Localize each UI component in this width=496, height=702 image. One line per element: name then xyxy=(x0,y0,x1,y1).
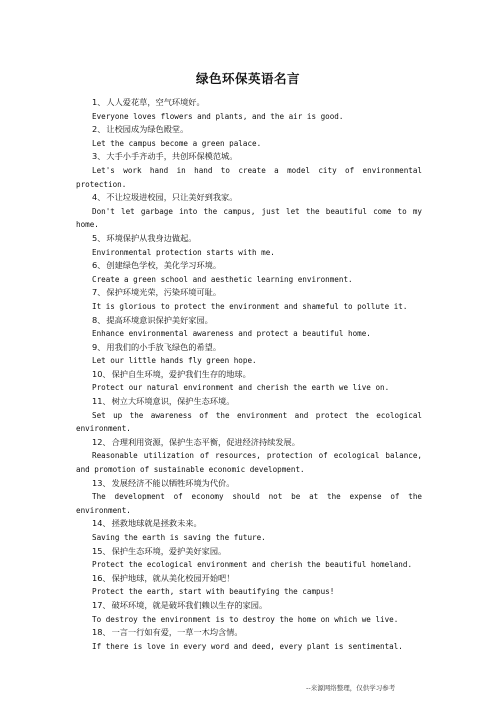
quote-item xyxy=(76,395,422,436)
quote-chinese xyxy=(76,150,422,164)
quote-english: Set up the awareness of the environment and protect the ecological environment. xyxy=(76,410,422,434)
quote-number: 7、 xyxy=(92,287,106,298)
quote-chinese-text: 创建绿色学校，美化学习环境。 xyxy=(106,260,222,271)
quote-item xyxy=(76,123,422,150)
quote-chinese-text: 环境保护从我身边做起。 xyxy=(106,232,197,243)
quote-number: 14、 xyxy=(92,518,111,529)
quote-chinese xyxy=(76,572,422,586)
quote-chinese xyxy=(76,191,422,205)
quote-number: 3、 xyxy=(92,151,106,162)
quote-number: 1、 xyxy=(92,97,106,107)
quote-english: Environmental protection starts with me. xyxy=(92,247,275,257)
quote-number: 4、 xyxy=(92,192,106,203)
quote-item xyxy=(76,191,422,232)
quote-chinese-text: 保护生态环境，爱护美好家园。 xyxy=(111,545,227,556)
quote-number: 6、 xyxy=(92,260,106,271)
quote-chinese xyxy=(76,545,422,559)
quote-item xyxy=(76,545,422,572)
quote-item xyxy=(76,341,422,368)
quote-number: 13、 xyxy=(92,477,111,488)
quote-number: 12、 xyxy=(92,436,111,447)
quote-english: Reasonable utilization of resources, protection of ecological balance, and promotion of sustainable economic development. xyxy=(76,451,422,475)
footer-source-note: --来源网络整理，仅供学习参考 xyxy=(306,684,396,692)
quote-item xyxy=(76,259,422,286)
quote-item xyxy=(76,572,422,599)
quote-list xyxy=(76,96,422,653)
quote-chinese-text: 一言一行如有爱，一草一木均含情。 xyxy=(111,627,243,638)
quote-chinese-text: 合理利用资源，保护生态平衡，促进经济持续发展。 xyxy=(111,436,300,447)
quote-chinese xyxy=(76,626,422,640)
quote-number: 2、 xyxy=(92,124,106,135)
quote-chinese-text: 破坏环境，就是破坏我们赖以生存的家园。 xyxy=(111,599,268,610)
quote-chinese-text: 用我们的小手放飞绿色的希望。 xyxy=(106,341,222,352)
quote-english: Saving the earth is saving the future. xyxy=(92,533,266,542)
quote-chinese-text: 人人爱花草，空气环境好。 xyxy=(106,97,205,107)
quote-chinese xyxy=(76,395,422,409)
quote-english: Protect the ecological environment and cherish the beautiful homeland. xyxy=(92,560,413,570)
quote-chinese xyxy=(76,286,422,300)
quote-english: It is glorious to protect the environment and shameful to pollute it. xyxy=(92,301,408,311)
quote-item xyxy=(76,626,422,653)
quote-chinese xyxy=(76,368,422,382)
quote-english: Let the campus become a green palace. xyxy=(92,138,262,148)
quote-english: Let's work hand in hand to create a model city of environmental protection. xyxy=(76,165,422,189)
quote-item xyxy=(76,368,422,395)
quote-item xyxy=(76,96,422,123)
quote-english: If there is love in every word and deed, every plant is sentimental. xyxy=(92,641,403,651)
quote-english: Protect the earth, start with beautifying the campus! xyxy=(92,587,335,597)
quote-english: Everyone loves flowers and plants, and the air is good. xyxy=(92,111,344,121)
quote-chinese-text: 不让垃圾进校园，只让美好到我家。 xyxy=(106,192,238,203)
quote-english: The development of economy should not be at the expense of the environment. xyxy=(76,492,422,515)
quote-chinese-text: 树立大环境意识，保护生态环境。 xyxy=(111,396,235,407)
quote-item xyxy=(76,477,422,518)
quote-chinese xyxy=(76,599,422,613)
quote-english: To destroy the environment is to destroy the home on which we live. xyxy=(92,614,399,624)
quote-chinese xyxy=(76,314,422,328)
quote-item xyxy=(76,286,422,313)
quote-chinese xyxy=(76,436,422,450)
quote-chinese-text: 提高环境意识保护美好家园。 xyxy=(106,314,213,325)
quote-english: Let our little hands fly green hope. xyxy=(92,356,257,366)
quote-chinese xyxy=(76,232,422,246)
quote-chinese-text: 拯救地球就是拯救未来。 xyxy=(111,518,202,529)
document-title: 绿色环保英语名言 xyxy=(195,71,300,86)
quote-chinese-text: 让校园成为绿色殿堂。 xyxy=(106,124,189,135)
quote-chinese xyxy=(76,259,422,273)
quote-number: 17、 xyxy=(92,599,111,610)
quote-chinese xyxy=(76,341,422,355)
quote-chinese-text: 发展经济不能以牺牲环境为代价。 xyxy=(111,477,235,488)
quote-number: 10、 xyxy=(92,368,111,379)
quote-chinese xyxy=(76,96,422,110)
quote-number: 18、 xyxy=(92,627,111,638)
quote-english: Don't let garbage into the campus, just let the beautiful come to my home. xyxy=(76,206,422,230)
quote-english: Protect our natural environment and cherish the earth we live on. xyxy=(92,383,390,393)
quote-item xyxy=(76,314,422,341)
quote-english: Enhance environmental awareness and protect a beautiful home. xyxy=(92,329,371,339)
quote-chinese-text: 保护自生环境，爱护我们生存的地球。 xyxy=(111,368,251,379)
quote-english: Create a green school and aesthetic learning environment. xyxy=(92,274,353,284)
quote-item xyxy=(76,599,422,626)
quote-chinese xyxy=(76,123,422,137)
quote-item xyxy=(76,232,422,259)
quote-number: 9、 xyxy=(92,341,106,352)
quote-item xyxy=(76,150,422,191)
quote-item xyxy=(76,517,422,544)
quote-number: 8、 xyxy=(92,314,106,325)
quote-chinese-text: 保护地球，就从美化校园开始吧！ xyxy=(111,572,235,583)
quote-chinese-text: 保护环境光荣，污染环境可耻。 xyxy=(106,287,222,298)
quote-chinese xyxy=(76,517,422,531)
quote-number: 15、 xyxy=(92,545,111,556)
quote-chinese-text: 大手小手齐动手，共创环保模范城。 xyxy=(106,151,238,162)
quote-chinese xyxy=(76,477,422,491)
quote-number: 16、 xyxy=(92,572,111,583)
quote-number: 5、 xyxy=(92,232,106,243)
quote-number: 11、 xyxy=(92,396,111,407)
quote-item xyxy=(76,436,422,477)
